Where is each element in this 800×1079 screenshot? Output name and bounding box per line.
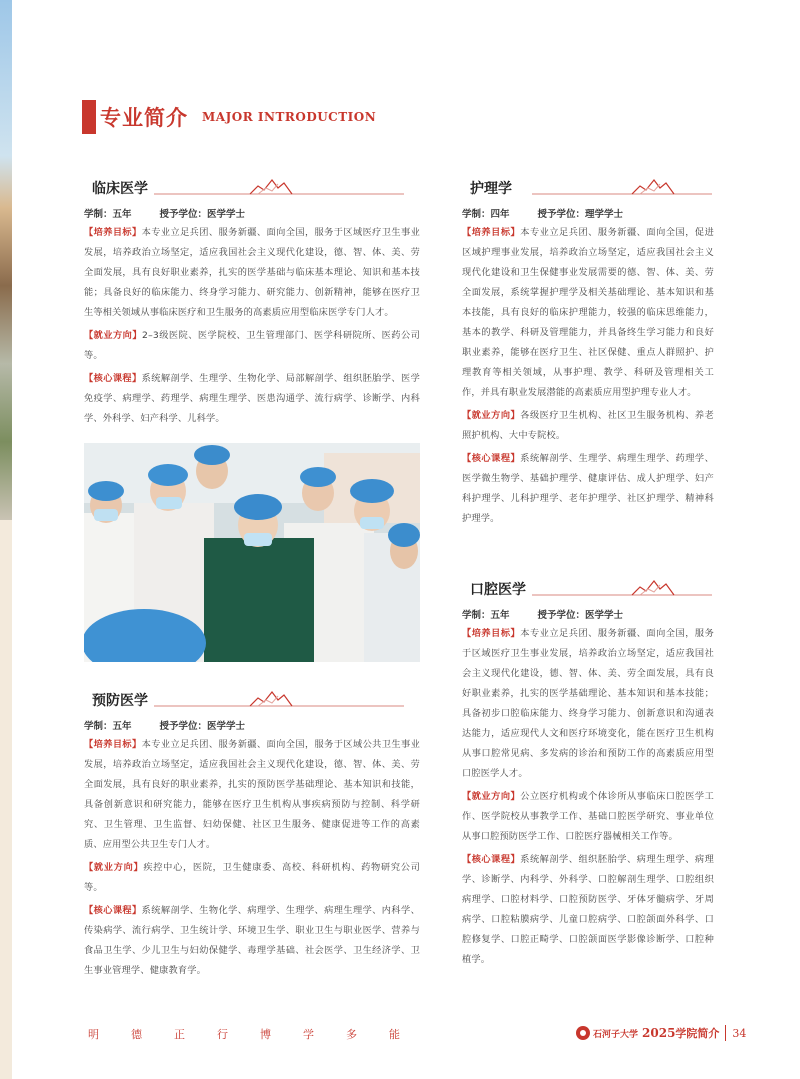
- goal-text: 本专业立足兵团、服务新疆、面向全国，促进区域护理事业发展，培养政治立场坚定，适应我国社会主义现代化建设和卫生保健事业发展需要的德、智、体、美、劳全面发展，系统掌握护理学及相关基础理论、基本知识和基本技能，具有良好的临床护理能力，较强的临床思维能力，基本的教学、科研及管理能力，并具备终生学习能力和良好职业素养，能够在医疗卫生、社区保健、重点人群照护、护理教育等相关领域，从事护理、教学、科研及管理相关工作，并具有职业发展潜能的高素质应用型护理专业人才。: [462, 227, 715, 398]
- section-clinical: [84, 172, 420, 429]
- goal-paragraph: [84, 735, 420, 855]
- career-label: 【就业方向】: [84, 330, 143, 341]
- program-meta: [84, 718, 420, 732]
- mountain-divider-icon: [532, 575, 714, 599]
- section-nursing: [462, 172, 714, 529]
- career-paragraph: [462, 787, 714, 847]
- university-logo-icon: [576, 1026, 590, 1040]
- section-title: 护理学: [470, 181, 512, 197]
- students-lab-photo: [84, 443, 420, 662]
- career-label: 【就业方向】: [84, 862, 144, 873]
- courses-text: 系统解剖学、生物化学、病理学、生理学、病理生理学、内科学、传染病学、流行病学、卫生统计学、环境卫生学、职业卫生与职业医学、营养与食品卫生学、少儿卫生与妇幼保健学、毒理学基础、社会医学、卫生经济学、卫生事业管理学、健康教育学。: [84, 905, 420, 976]
- courses-paragraph: [84, 901, 420, 981]
- goal-paragraph: [462, 223, 714, 403]
- career-text: 公立医疗机构或个体诊所从事临床口腔医学工作、医学院校从事教学工作、基础口腔医学研究、事业单位从事口腔预防医学工作、口腔医疗器械相关工作等。: [462, 791, 715, 842]
- page-title: 专业简介: [100, 106, 188, 130]
- mountain-divider-icon: [154, 174, 420, 198]
- footer-school-name: 石河子大学: [593, 1029, 639, 1040]
- courses-text: 系统解剖学、生理学、生物化学、局部解剖学、组织胚胎学、医学免疫学、病理学、药理学、病理生理学、医患沟通学、流行病学、诊断学、内科学、外科学、妇产科学、儿科学。: [84, 373, 420, 424]
- goal-label: 【培养目标】: [462, 227, 521, 238]
- section-heading: [84, 172, 420, 198]
- campus-photo-edge: [0, 0, 12, 520]
- degree-text: 授予学位：医学学士: [537, 610, 624, 621]
- motto-char: 多: [346, 1028, 359, 1041]
- goal-text: 本专业立足兵团、服务新疆、面向全国，服务于区域公共卫生事业发展，培养政治立场坚定，适应我国社会主义现代化建设，德、智、体、美、劳全面发展，具有良好的职业素养，扎实的预防医学基础理论、基本知识和技能，具备创新意识和研究能力，能够在医疗卫生机构从事疾病预防与控制、科学研究、卫生管理、卫生监督、妇幼保健、社区卫生服务、健康促进等工作的高素质、应用型公共卫生专门人才。: [84, 739, 420, 850]
- courses-paragraph: [462, 449, 714, 529]
- degree-text: 授予学位：理学学士: [537, 209, 624, 220]
- courses-text: 系统解剖学、组织胚胎学、病理生理学、病理学、诊断学、内科学、外科学、口腔解剖生理学、口腔组织病理学、口腔材料学、口腔预防医学、牙体牙髓病学、牙周病学、口腔粘膜病学、儿童口腔病学、口腔颌面外科学、口腔修复学、口腔正畸学、口腔颌面医学影像诊断学、口腔种植学。: [462, 854, 715, 965]
- motto-char: 正: [174, 1028, 187, 1041]
- section-dental: [462, 573, 714, 970]
- section-heading: [462, 573, 714, 599]
- courses-text: 系统解剖学、生理学、病理生理学、药理学、医学微生物学、基础护理学、健康评估、成人护理学、妇产科护理学、儿科护理学、老年护理学、社区护理学、精神科护理学。: [462, 453, 715, 524]
- goal-label: 【培养目标】: [462, 628, 521, 639]
- motto-char: 德: [131, 1028, 144, 1041]
- goal-paragraph: [462, 624, 714, 784]
- career-label: 【就业方向】: [462, 791, 521, 802]
- section-heading: [84, 684, 420, 710]
- left-edge-strip: [0, 0, 12, 1079]
- header-accent-bar: [82, 100, 96, 134]
- mountain-divider-icon: [532, 174, 714, 198]
- motto-char: 行: [217, 1028, 230, 1041]
- section-heading: [462, 172, 714, 198]
- goal-paragraph: [84, 223, 420, 323]
- program-meta: [84, 206, 420, 220]
- degree-text: 授予学位：医学学士: [159, 721, 246, 732]
- section-title: 预防医学: [92, 693, 148, 709]
- courses-paragraph: [462, 850, 714, 970]
- career-paragraph: [462, 406, 714, 446]
- page-header: [82, 100, 376, 134]
- program-meta: [462, 607, 714, 621]
- footer-divider: [725, 1025, 726, 1041]
- courses-label: 【核心课程】: [462, 854, 521, 865]
- section-preventive: [84, 684, 420, 981]
- section-title: 口腔医学: [470, 582, 526, 598]
- duration-text: 学制：四年: [462, 209, 510, 220]
- program-meta: [462, 206, 714, 220]
- goal-text: 本专业立足兵团、服务新疆、面向全国，服务于区域医疗卫生事业发展，培养政治立场坚定，适应我国社会主义现代化建设，德、智、体、美、劳全面发展，具有良好职业素养，扎实的医学基础理论、基本知识和基本技能；具备初步口腔临床能力、终身学习能力、创新意识和沟通表达能力，适应现代人文和医疗环境变化，能在医疗卫生机构从事口腔常见病、多发病的诊治和预防工作的高素质应用型口腔医学人才。: [462, 628, 715, 779]
- career-text: 疾控中心，医院，卫生健康委、高校、科研机构、药物研究公司等。: [84, 862, 420, 893]
- career-label: 【就业方向】: [462, 410, 521, 421]
- page-number: 34: [732, 1026, 747, 1040]
- duration-text: 学制：五年: [84, 209, 132, 220]
- footer-brand: [576, 1024, 746, 1042]
- career-text: 2–3级医院、医学院校、卫生管理部门、医学科研院所、医药公司等。: [84, 330, 420, 361]
- degree-text: 授予学位：医学学士: [159, 209, 246, 220]
- motto-char: 博: [260, 1028, 273, 1041]
- duration-text: 学制：五年: [462, 610, 510, 621]
- footer-year: 2025: [642, 1026, 676, 1040]
- courses-label: 【核心课程】: [84, 373, 142, 384]
- section-title: 临床医学: [92, 181, 148, 197]
- courses-label: 【核心课程】: [462, 453, 521, 464]
- page-title-english: MAJOR INTRODUCTION: [202, 110, 377, 124]
- goal-text: 本专业立足兵团、服务新疆、面向全国，服务于区域医疗卫生事业发展，培养政治立场坚定，适应我国社会主义现代化建设，德、智、体、美、劳全面发展，具有良好职业素养，扎实的医学基础与临床基本理论、知识和基本技能；具备良好的临床能力、终身学习能力、研究能力、创新精神，能够在医疗卫生等相关领域从事临床医疗和卫生服务的高素质应用型临床医学专门人才。: [84, 227, 420, 318]
- goal-label: 【培养目标】: [84, 739, 142, 750]
- career-paragraph: [84, 858, 420, 898]
- motto-char: 明: [88, 1028, 101, 1041]
- courses-label: 【核心课程】: [84, 905, 142, 916]
- motto-char: 学: [303, 1028, 316, 1041]
- footer-motto: [88, 1026, 402, 1042]
- courses-paragraph: [84, 369, 420, 429]
- career-text: 各级医疗卫生机构、社区卫生服务机构、养老照护机构、大中专院校。: [462, 410, 715, 441]
- duration-text: 学制：五年: [84, 721, 132, 732]
- motto-char: 能: [389, 1028, 402, 1041]
- footer-label: 学院简介: [675, 1027, 720, 1040]
- goal-label: 【培养目标】: [84, 227, 142, 238]
- mountain-divider-icon: [154, 686, 420, 710]
- career-paragraph: [84, 326, 420, 366]
